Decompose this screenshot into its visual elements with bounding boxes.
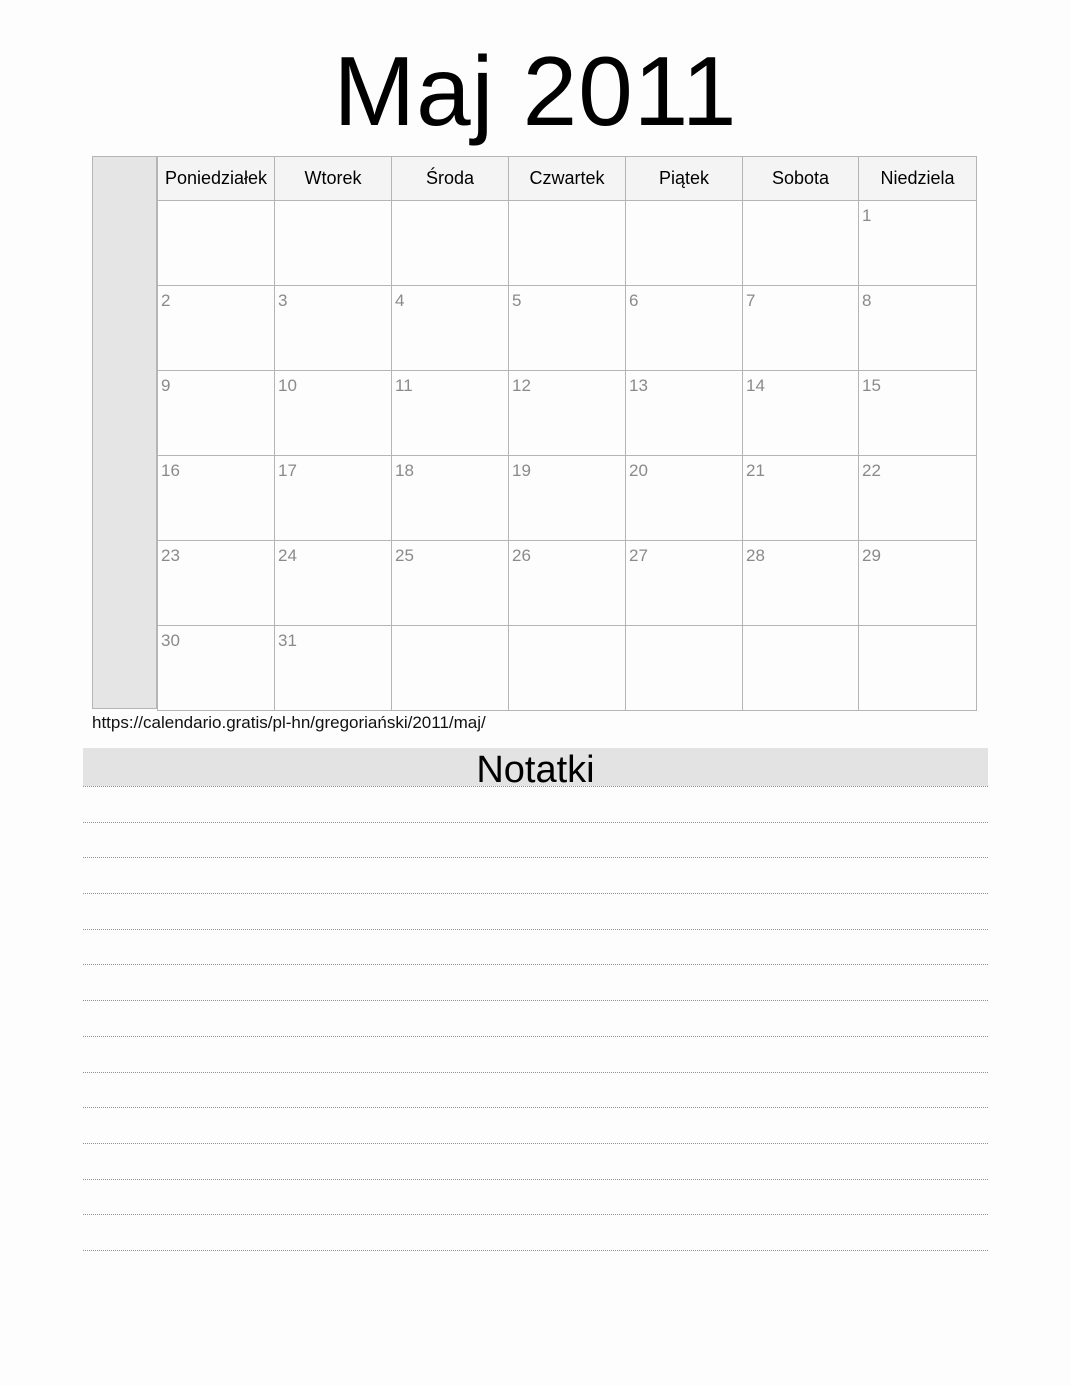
week-row [158,371,977,456]
weekday-header: Sobota [743,157,859,201]
day-number: 31 [278,631,297,650]
day-cell [158,541,275,626]
day-number: 2 [161,291,171,310]
day-number [509,201,625,206]
day-number: 24 [278,546,297,565]
day-number: 15 [862,376,881,395]
day-cell [626,626,743,711]
day-cell [392,286,509,371]
day-cell [859,541,977,626]
day-number: 1 [862,206,872,225]
week-row [158,456,977,541]
day-number: 13 [629,376,648,395]
day-cell [158,456,275,541]
weekday-header-row [158,157,977,201]
note-line [83,1214,988,1215]
day-cell [275,286,392,371]
day-number: 20 [629,461,648,480]
day-cell [743,371,859,456]
day-number: 19 [512,461,531,480]
note-line [83,786,988,787]
day-cell [275,541,392,626]
note-line [83,1250,988,1251]
day-number [392,201,508,206]
day-number: 6 [629,291,639,310]
day-number: 29 [862,546,881,565]
day-cell [626,541,743,626]
day-cell [275,456,392,541]
source-url: https://calendario.gratis/pl-hn/gregoriański/2011/maj/ [92,713,486,732]
day-cell [626,286,743,371]
day-cell [743,456,859,541]
note-line [83,1143,988,1144]
day-number: 18 [395,461,414,480]
day-cell [275,201,392,286]
day-number: 28 [746,546,765,565]
day-number [158,201,274,206]
day-cell [392,201,509,286]
notes-heading: Notatki [83,748,988,786]
day-number: 25 [395,546,414,565]
day-number: 3 [278,291,288,310]
weekday-header: Wtorek [275,157,392,201]
day-cell [626,201,743,286]
day-number [743,626,858,631]
day-cell [509,456,626,541]
day-number [509,626,625,631]
day-number [626,201,742,206]
weekday-header: Czwartek [509,157,626,201]
day-number: 7 [746,291,756,310]
weekday-header: Niedziela [859,157,977,201]
day-number: 27 [629,546,648,565]
day-cell [275,371,392,456]
day-cell [392,456,509,541]
week-row [158,541,977,626]
day-number: 10 [278,376,297,395]
week-number-column [92,156,157,709]
note-line [83,964,988,965]
day-number [275,201,391,206]
week-row [158,201,977,286]
day-number [743,201,858,206]
day-number: 11 [395,376,413,395]
day-number: 30 [161,631,180,650]
day-cell [158,626,275,711]
day-number: 22 [862,461,881,480]
month-table [157,156,977,711]
day-cell [859,626,977,711]
day-number: 23 [161,546,180,565]
day-number: 9 [161,376,171,395]
day-cell [859,286,977,371]
day-cell [392,626,509,711]
note-line [83,857,988,858]
day-cell [743,201,859,286]
day-cell [626,456,743,541]
day-number [392,626,508,631]
day-cell [859,456,977,541]
weekday-header: Piątek [626,157,743,201]
day-number: 4 [395,291,405,310]
day-number: 17 [278,461,297,480]
weekday-header: Środa [392,157,509,201]
weekday-header: Poniedziałek [158,157,275,201]
day-cell [743,286,859,371]
calendar-grid [92,156,977,710]
note-line [83,893,988,894]
note-line [83,822,988,823]
note-line [83,1072,988,1073]
day-number: 16 [161,461,180,480]
note-line [83,1036,988,1037]
day-number: 21 [746,461,765,480]
day-cell [392,541,509,626]
day-cell [859,371,977,456]
day-number: 14 [746,376,765,395]
day-cell [158,371,275,456]
day-cell [509,541,626,626]
day-cell [509,371,626,456]
day-cell [509,201,626,286]
day-cell [626,371,743,456]
day-number: 26 [512,546,531,565]
day-cell [158,201,275,286]
day-cell [158,286,275,371]
note-line [83,1107,988,1108]
note-line [83,1179,988,1180]
day-number: 12 [512,376,531,395]
day-number [859,626,976,631]
note-line [83,929,988,930]
day-number: 8 [862,291,872,310]
day-cell [392,371,509,456]
day-cell [743,541,859,626]
week-row [158,286,977,371]
day-number: 5 [512,291,522,310]
day-cell [509,286,626,371]
day-cell [275,626,392,711]
note-line [83,1000,988,1001]
day-cell [509,626,626,711]
day-cell [859,201,977,286]
day-number [626,626,742,631]
week-row [158,626,977,711]
day-cell [743,626,859,711]
page-title: Maj 2011 [333,36,738,146]
